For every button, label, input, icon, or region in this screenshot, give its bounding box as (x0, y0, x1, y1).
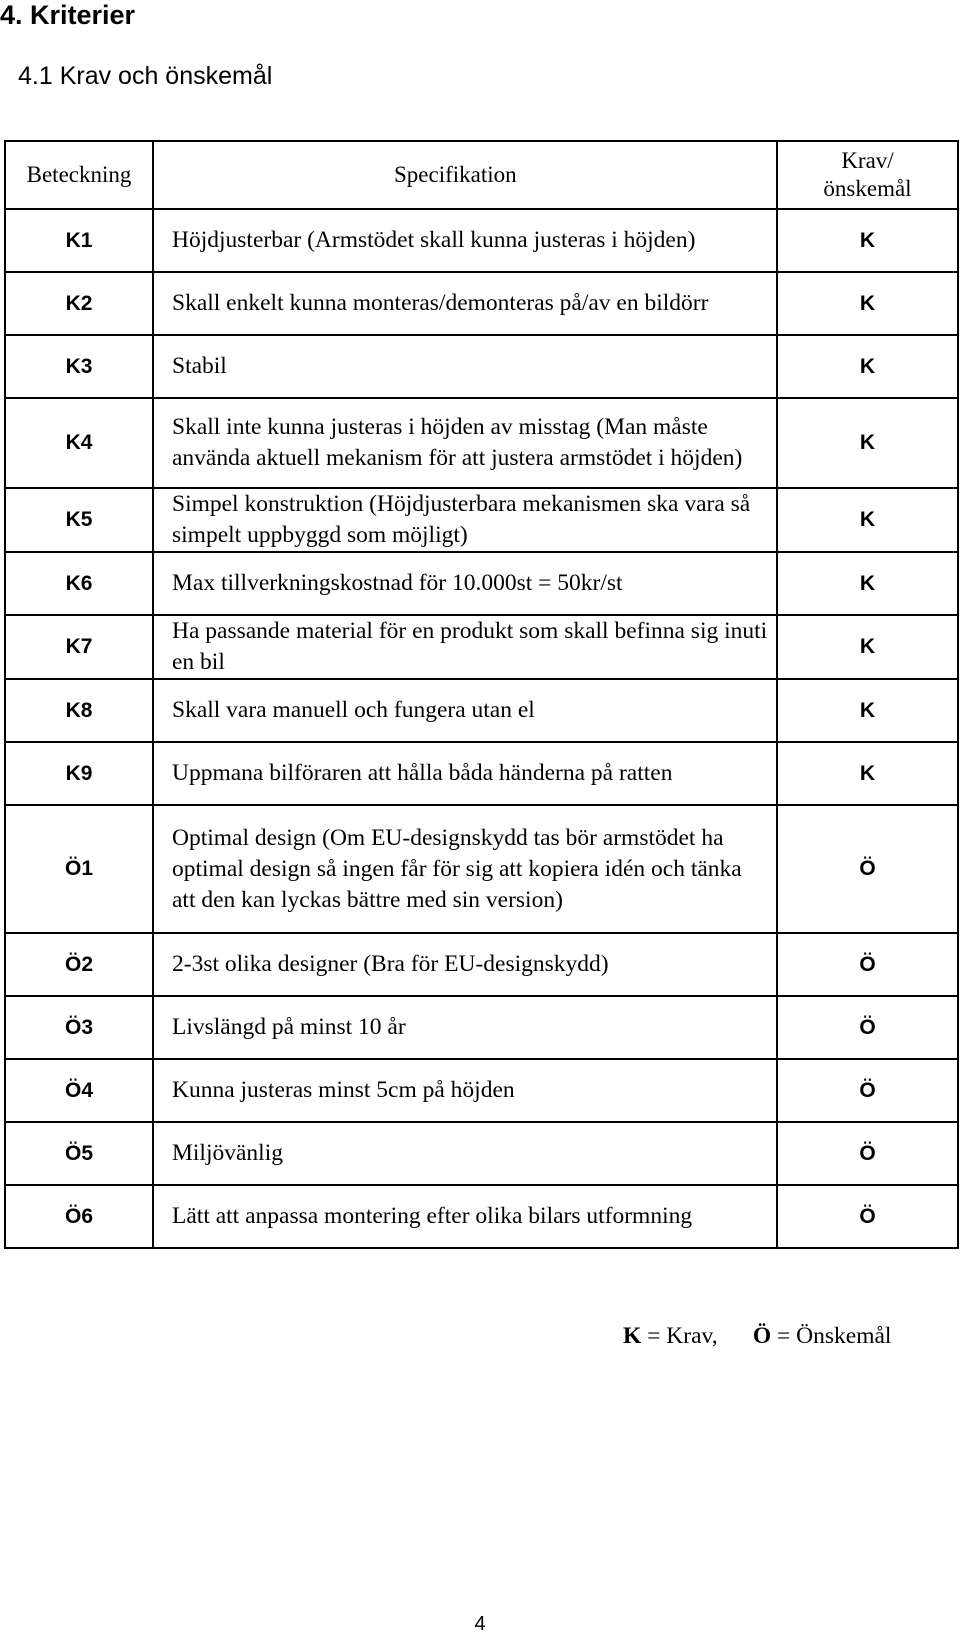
table-row (5, 933, 958, 996)
row-type: K (777, 335, 958, 398)
row-code: K4 (5, 398, 153, 488)
legend-k-symbol: K (623, 1323, 642, 1349)
row-text: Skall enkelt kunna monteras/demonteras på/av en bildörr (153, 272, 777, 335)
row-text: Kunna justeras minst 5cm på höjden (153, 1059, 777, 1122)
row-text: Lätt att anpassa montering efter olika bilars utformning (153, 1185, 777, 1248)
table-row (5, 996, 958, 1059)
row-text: Stabil (153, 335, 777, 398)
header-code: Beteckning (5, 141, 153, 209)
header-type (777, 141, 958, 209)
row-text: Uppmana bilföraren att hålla båda händerna på ratten (153, 742, 777, 805)
row-type: K (777, 209, 958, 272)
page-number: 4 (474, 1613, 486, 1635)
row-type: K (777, 615, 958, 679)
row-type: K (777, 272, 958, 335)
row-code: K8 (5, 679, 153, 742)
table-row (5, 805, 958, 933)
legend-k-text: = Krav, (641, 1323, 718, 1349)
row-code: K9 (5, 742, 153, 805)
table-row (5, 615, 958, 679)
table-row (5, 335, 958, 398)
header-type-line1: Krav/ (841, 148, 894, 173)
row-type: Ö (777, 1122, 958, 1185)
legend-o-text: = Önskemål (771, 1323, 892, 1349)
table-header-row (5, 141, 958, 209)
row-type: K (777, 552, 958, 615)
row-text: Simpel konstruktion (Höjdjusterbara mekanismen ska vara så simpelt uppbyggd som möjligt) (153, 488, 777, 552)
row-text: Optimal design (Om EU-designskydd tas bör armstödet ha optimal design så ingen får för sig att kopiera idén och tänka att den kan lyckas bättre med sin version) (153, 805, 777, 933)
row-code: K3 (5, 335, 153, 398)
row-code: K2 (5, 272, 153, 335)
requirements-table-body (5, 141, 958, 1248)
row-type: Ö (777, 1059, 958, 1122)
table-row (5, 209, 958, 272)
row-type: K (777, 488, 958, 552)
row-code: K1 (5, 209, 153, 272)
table-row (5, 488, 958, 552)
row-text: Ha passande material för en produkt som skall befinna sig inuti en bil (153, 615, 777, 679)
table-row (5, 742, 958, 805)
legend-o-symbol: Ö (752, 1323, 772, 1349)
section-heading: 4. Kriterier (0, 0, 136, 30)
table-row (5, 272, 958, 335)
table-row (5, 1122, 958, 1185)
row-type: Ö (777, 996, 958, 1059)
row-type: K (777, 398, 958, 488)
header-spec: Specifikation (153, 141, 777, 209)
row-text: Skall inte kunna justeras i höjden av misstag (Man måste använda aktuell mekanism för att justera armstödet i höjden) (153, 398, 777, 488)
row-code: Ö6 (5, 1185, 153, 1248)
row-text: 2-3st olika designer (Bra för EU-designskydd) (153, 933, 777, 996)
row-code: Ö1 (5, 805, 153, 933)
row-code: K7 (5, 615, 153, 679)
row-type: Ö (777, 1185, 958, 1248)
row-text: Skall vara manuell och fungera utan el (153, 679, 777, 742)
table-row (5, 552, 958, 615)
row-code: Ö2 (5, 933, 153, 996)
subsection-heading: 4.1 Krav och önskemål (18, 62, 273, 90)
row-type: K (777, 742, 958, 805)
row-text: Max tillverkningskostnad för 10.000st = 50kr/st (153, 552, 777, 615)
requirements-table (4, 140, 959, 1249)
row-code: Ö4 (5, 1059, 153, 1122)
table-row (5, 679, 958, 742)
row-code: K6 (5, 552, 153, 615)
table-row (5, 1059, 958, 1122)
table-row (5, 1185, 958, 1248)
row-text: Miljövänlig (153, 1122, 777, 1185)
row-type: Ö (777, 933, 958, 996)
header-type-line2: önskemål (823, 176, 912, 201)
row-code: Ö5 (5, 1122, 153, 1185)
row-type: K (777, 679, 958, 742)
row-text: Höjdjusterbar (Armstödet skall kunna justeras i höjden) (153, 209, 777, 272)
row-code: Ö3 (5, 996, 153, 1059)
row-type: Ö (777, 805, 958, 933)
legend (623, 1323, 891, 1350)
row-code: K5 (5, 488, 153, 552)
row-text: Livslängd på minst 10 år (153, 996, 777, 1059)
table-row (5, 398, 958, 488)
